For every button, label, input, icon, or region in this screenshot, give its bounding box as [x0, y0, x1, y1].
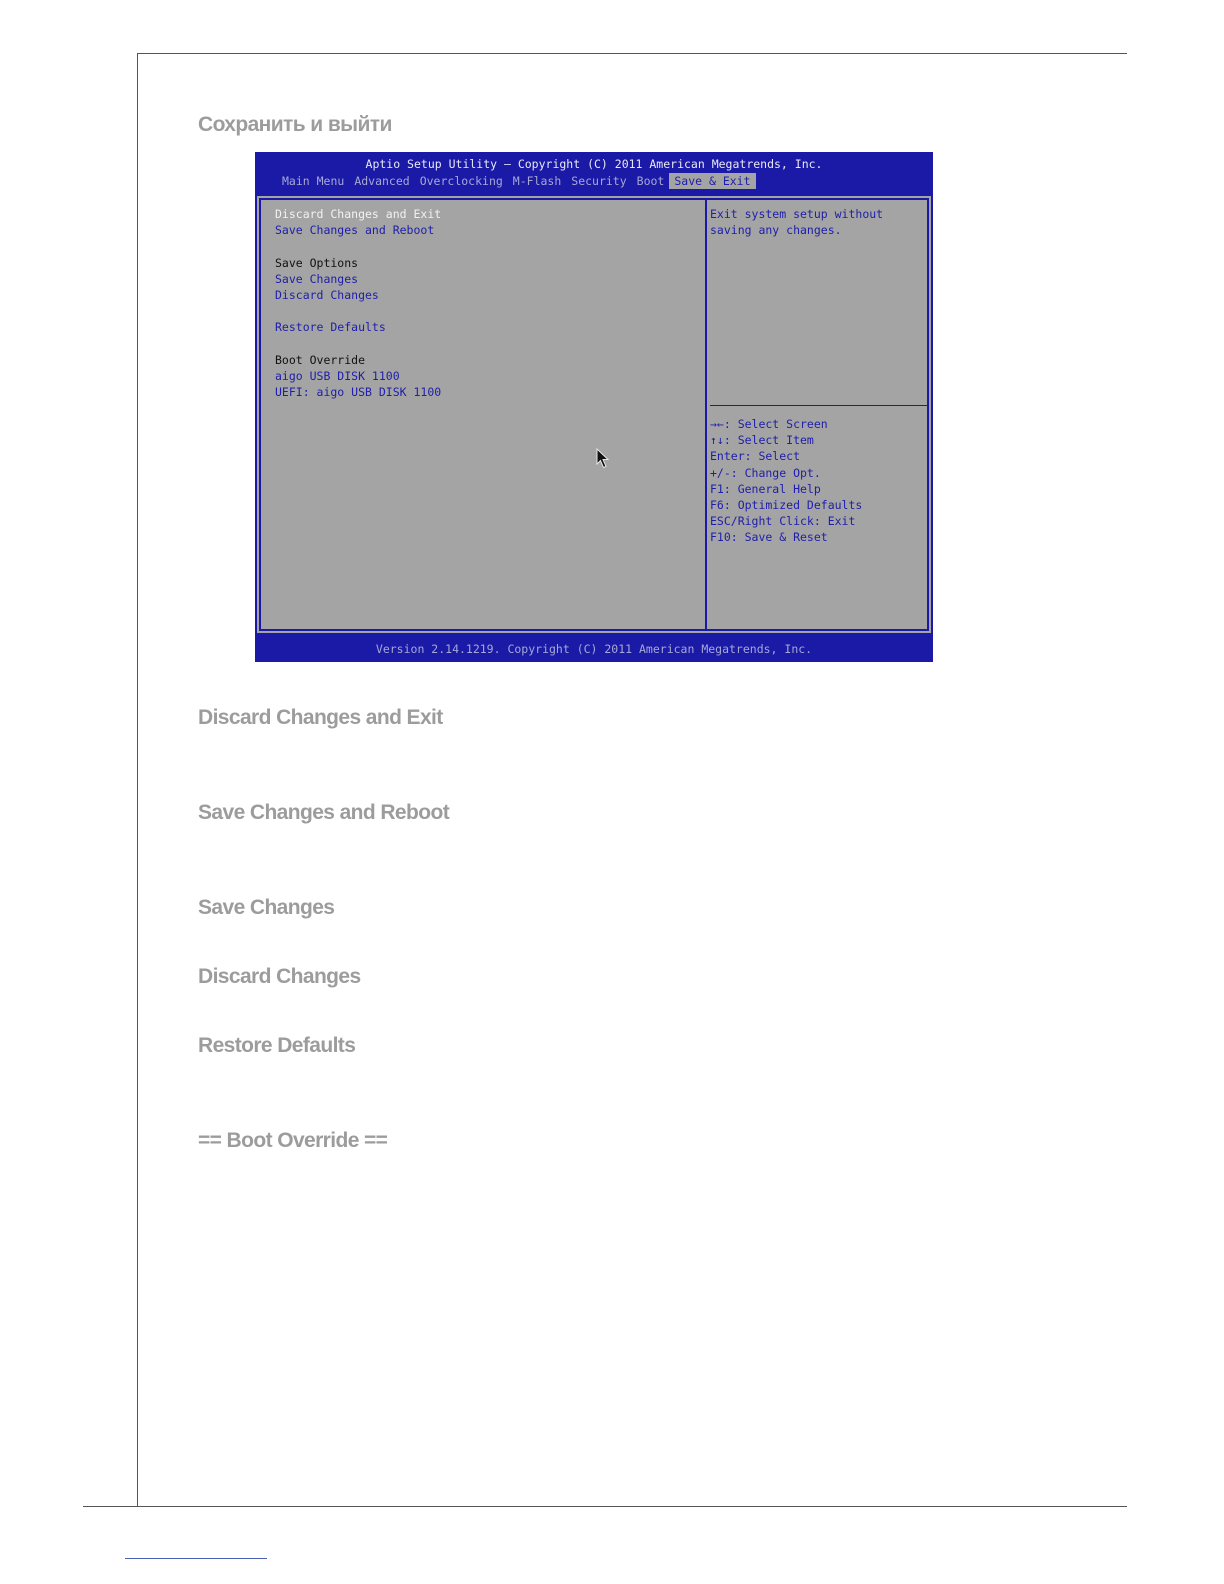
- tab-main-menu[interactable]: Main Menu: [282, 174, 345, 188]
- key-hint: F6: Optimized Defaults: [710, 497, 863, 512]
- bios-column-divider: [705, 198, 707, 631]
- heading-boot-override: == Boot Override ==: [198, 1129, 388, 1152]
- menu-item-discard-changes[interactable]: Discard Changes: [275, 287, 379, 302]
- menu-group-boot-override: Boot Override: [275, 352, 366, 367]
- key-hint: Enter: Select: [710, 449, 801, 464]
- menu-item-save-changes[interactable]: Save Changes: [275, 271, 359, 286]
- mouse-pointer-icon: [596, 448, 610, 470]
- menu-item-discard-changes-and-exit[interactable]: Discard Changes and Exit: [275, 207, 442, 221]
- heading-restore-defaults: Restore Defaults: [198, 1034, 356, 1057]
- tab-m-flash[interactable]: M-Flash: [512, 174, 562, 188]
- bios-version-footer: Version 2.14.1219. Copyright (C) 2011 American Megatrends, Inc.: [375, 642, 813, 656]
- help-text-line: saving any changes.: [710, 223, 842, 238]
- tab-boot[interactable]: Boot: [636, 174, 665, 188]
- tab-advanced[interactable]: Advanced: [354, 174, 410, 188]
- bios-title: Aptio Setup Utility – Copyright (C) 2011 American Megatrends, Inc.: [365, 157, 823, 171]
- menu-spacer: [275, 238, 441, 254]
- bios-help-divider: [710, 405, 929, 406]
- page-bottom-rule: [83, 1506, 1127, 1507]
- footer-underline: [125, 1558, 267, 1559]
- heading-save-changes-and-reboot: Save Changes and Reboot: [198, 801, 450, 824]
- menu-item-boot-device-1[interactable]: aigo USB DISK 1100: [275, 368, 400, 383]
- bios-help-panel: [710, 206, 883, 238]
- key-hint: ESC/Right Click: Exit: [710, 514, 856, 529]
- menu-spacer: [275, 303, 441, 319]
- page-top-rule: [137, 53, 1127, 54]
- key-hint: F10: Save & Reset: [710, 530, 828, 545]
- heading-discard-changes: Discard Changes: [198, 965, 361, 988]
- key-hint: ↑↓: Select Item: [710, 433, 814, 448]
- bios-key-legend: [710, 416, 862, 546]
- bios-menu-list: [275, 206, 441, 400]
- key-hint: +/-: Change Opt.: [710, 465, 821, 480]
- menu-item-save-changes-and-reboot[interactable]: Save Changes and Reboot: [275, 223, 435, 238]
- bios-screenshot: [255, 152, 933, 662]
- menu-group-save-options: Save Options: [275, 255, 359, 270]
- key-hint: →←: Select Screen: [710, 417, 828, 431]
- heading-save-changes: Save Changes: [198, 896, 335, 919]
- tab-save-exit[interactable]: Save & Exit: [669, 173, 755, 189]
- menu-item-boot-device-2[interactable]: UEFI: aigo USB DISK 1100: [275, 385, 442, 400]
- heading-discard-changes-and-exit: Discard Changes and Exit: [198, 706, 443, 729]
- help-text-line: Exit system setup without: [710, 207, 884, 221]
- menu-spacer: [275, 336, 441, 352]
- page-left-rule: [137, 53, 138, 1507]
- tab-overclocking[interactable]: Overclocking: [419, 174, 503, 188]
- menu-item-restore-defaults[interactable]: Restore Defaults: [275, 320, 386, 335]
- bios-body: [257, 196, 931, 633]
- section-title: Сохранить и выйти: [198, 113, 392, 136]
- bios-tab-bar: [277, 173, 756, 189]
- tab-security[interactable]: Security: [571, 174, 627, 188]
- key-hint: F1: General Help: [710, 481, 821, 496]
